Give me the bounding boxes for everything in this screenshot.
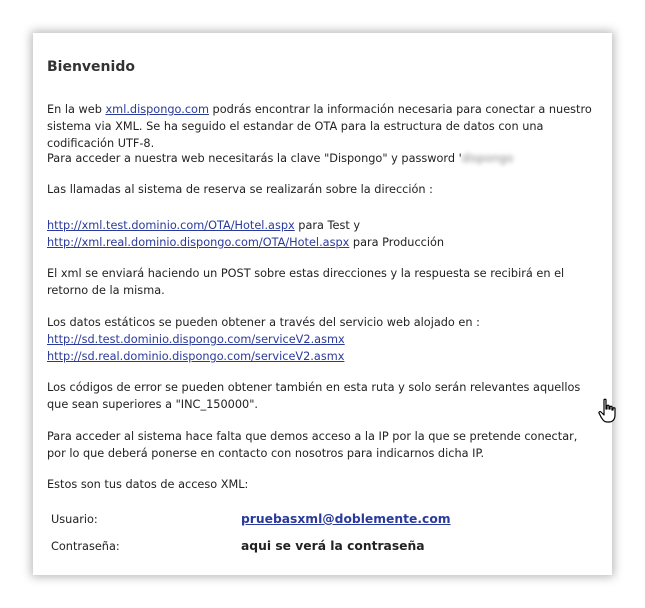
calls-paragraph: Las llamadas al sistema de reserva se realizarán sobre la dirección :: [47, 183, 433, 196]
user-row: [51, 511, 591, 531]
production-endpoint-link[interactable]: http://xml.real.dominio.dispongo.com/OTA/Hotel.aspx: [47, 236, 350, 249]
static-data-text: Los datos estáticos se pueden obtener a través del servicio web alojado en :: [47, 316, 480, 329]
intro-text-after: podrás encontrar la información necesaria para conectar a nuestro sistema via XML. Se ha seguido el estandar de OTA para la estructura de datos con una codificación UTF-8.: [47, 103, 592, 150]
page-title: Bienvenido: [47, 59, 135, 75]
test-service-link[interactable]: http://sd.test.dominio.dispongo.com/serviceV2.asmx: [47, 333, 345, 346]
production-endpoint-suffix: para Producción: [349, 236, 445, 249]
static-data-paragraph: [47, 314, 599, 365]
errors-paragraph: Los códigos de error se pueden obtener también en esta ruta y solo serán relevantes aquellos que sean superiores a "INC_150000".: [47, 381, 581, 411]
hand-cursor-icon: [598, 398, 618, 424]
test-endpoint-link[interactable]: http://xml.test.dominio.com/OTA/Hotel.aspx: [47, 219, 295, 232]
real-service-link[interactable]: http://sd.real.dominio.dispongo.com/serviceV2.asmx: [47, 350, 345, 363]
access-paragraph: [47, 150, 599, 167]
user-label: Usuario:: [51, 513, 98, 526]
password-row: [51, 538, 591, 558]
intro-text-before: En la web: [47, 103, 106, 116]
dispongo-web-link[interactable]: xml.dispongo.com: [105, 103, 209, 116]
post-paragraph: El xml se enviará haciendo un POST sobre estas direcciones y la respuesta se recibirá en el retorno de la misma.: [47, 267, 565, 297]
intro-paragraph: [47, 101, 599, 152]
welcome-panel: [33, 33, 612, 575]
password-value: aqui se verá la contraseña: [241, 539, 425, 553]
user-email-link[interactable]: pruebasxml@doblemente.com: [241, 512, 451, 526]
hidden-password: dispongo: [461, 152, 514, 165]
ip-paragraph: Para acceder al sistema hace falta que demos acceso a la IP por la que se pretende conectar, por lo que deberá ponerse en contacto con nosotros para indicarnos dicha IP.: [47, 430, 578, 460]
access-text: Para acceder a nuestra web necesitarás la clave "Dispongo" y password ': [47, 152, 462, 165]
xml-access-paragraph: Estos son tus datos de acceso XML:: [47, 478, 249, 491]
password-label: Contraseña:: [51, 540, 120, 553]
test-endpoint-suffix: para Test y: [294, 219, 361, 232]
endpoints-paragraph: [47, 217, 599, 251]
